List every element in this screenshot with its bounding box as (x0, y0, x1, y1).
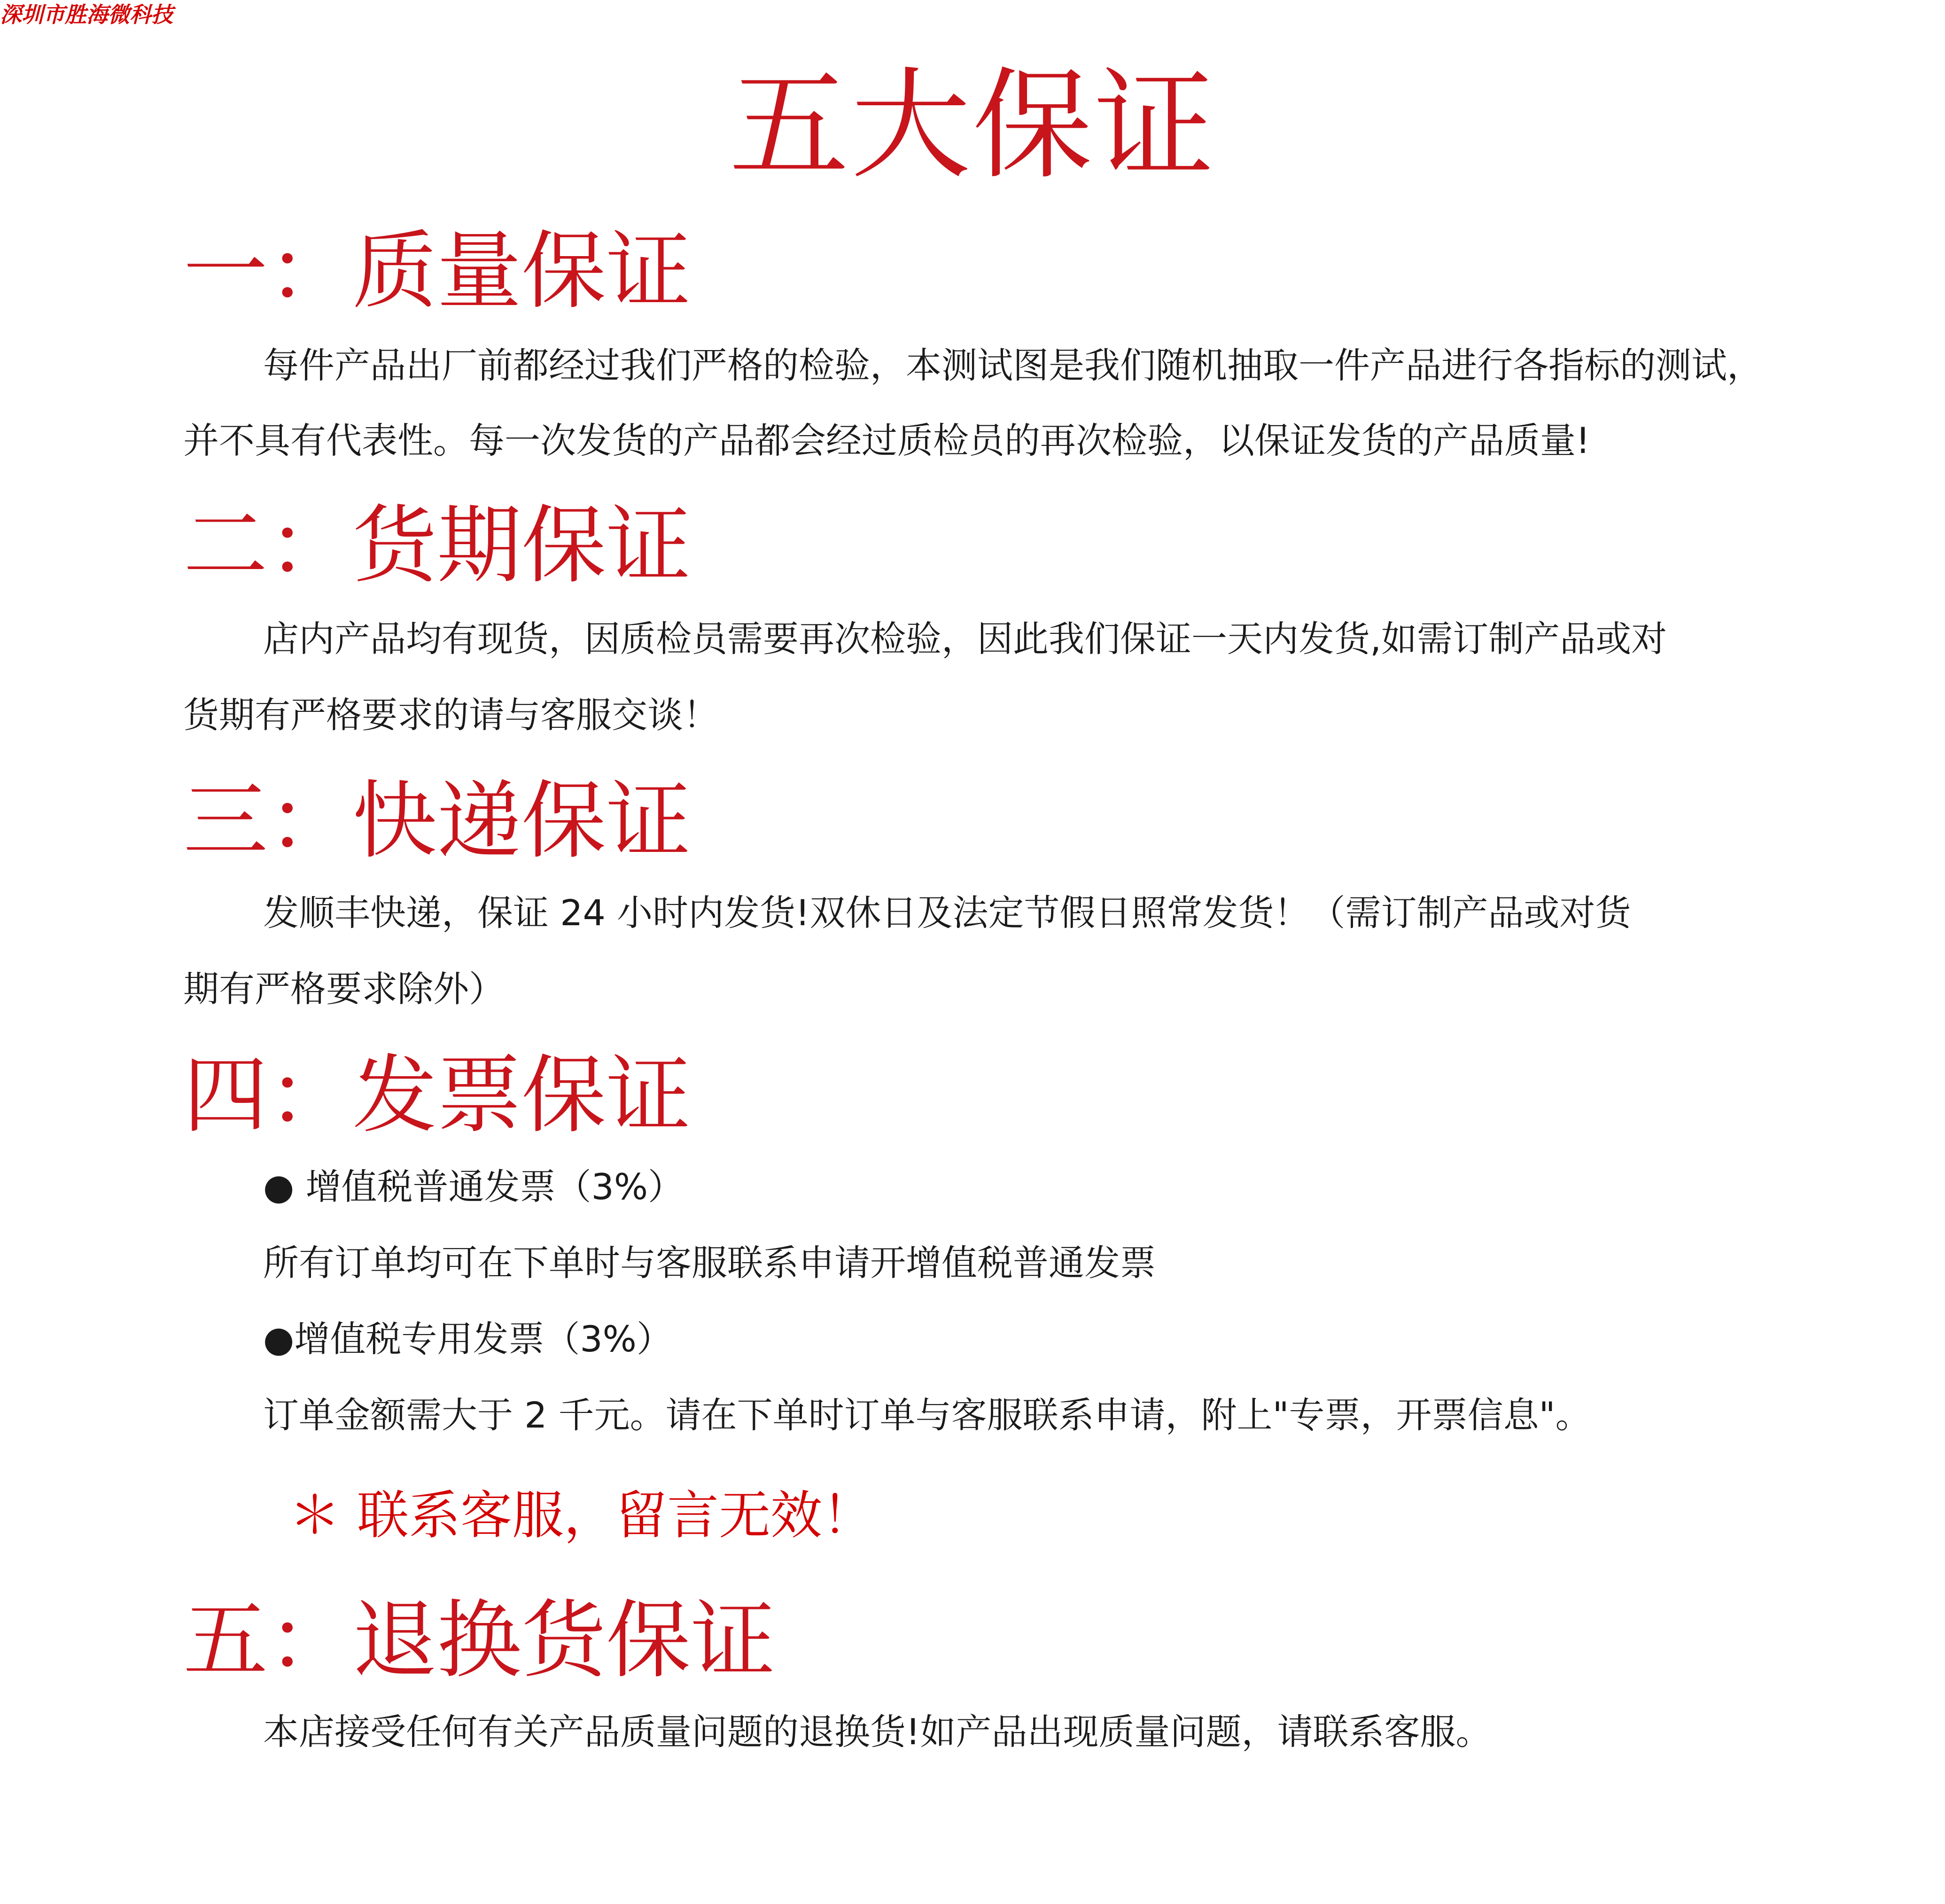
section-heading-invoice: 四：发票保证 (183, 1046, 691, 1145)
company-watermark: 深圳市胜海微科技 (0, 2, 173, 27)
section-heading-express: 三：快递保证 (183, 772, 691, 870)
contact-service-notice: ＊ 联系客服，留言无效！ (289, 1485, 874, 1545)
delivery-time-line-2: 货期有严格要求的请与客服交谈！ (183, 694, 719, 736)
section-heading-delivery-time: 二：货期保证 (183, 497, 691, 595)
section-heading-quality: 一：质量保证 (183, 222, 691, 320)
express-line-1: 发顺丰快递，保证 24 小时内发货!双休日及法定节假日照常发货！（需订制产品或对货 (263, 892, 1631, 934)
quality-line-2: 并不具有代表性。每一次发货的产品都会经过质检员的再次检验，以保证发货的产品质量! (183, 420, 1590, 461)
delivery-time-line-1: 店内产品均有现货，因质检员需要再次检验，因此我们保证一天内发货,如需订制产品或对 (263, 618, 1667, 660)
section-heading-return: 五：退换货保证 (183, 1592, 776, 1690)
invoice-special-desc: 订单金额需大于 2 千元。请在下单时订单与客服联系申请，附上"专票，开票信息"。 (263, 1394, 1591, 1436)
invoice-special-title: ●增值税专用发票（3%） (263, 1318, 672, 1360)
express-line-2: 期有严格要求除外） (183, 968, 505, 1010)
invoice-general-desc: 所有订单均可在下单时与客服联系申请开增值税普通发票 (263, 1242, 1156, 1284)
invoice-general-title: ● 增值税普通发票（3%） (263, 1166, 684, 1208)
quality-line-1: 每件产品出厂前都经过我们严格的检验，本测试图是我们随机抽取一件产品进行各指标的测试， (263, 344, 1763, 386)
page-title: 五大保证 (729, 56, 1216, 195)
return-line-1: 本店接受任何有关产品质量问题的退换货!如产品出现质量问题，请联系客服。 (263, 1711, 1492, 1753)
